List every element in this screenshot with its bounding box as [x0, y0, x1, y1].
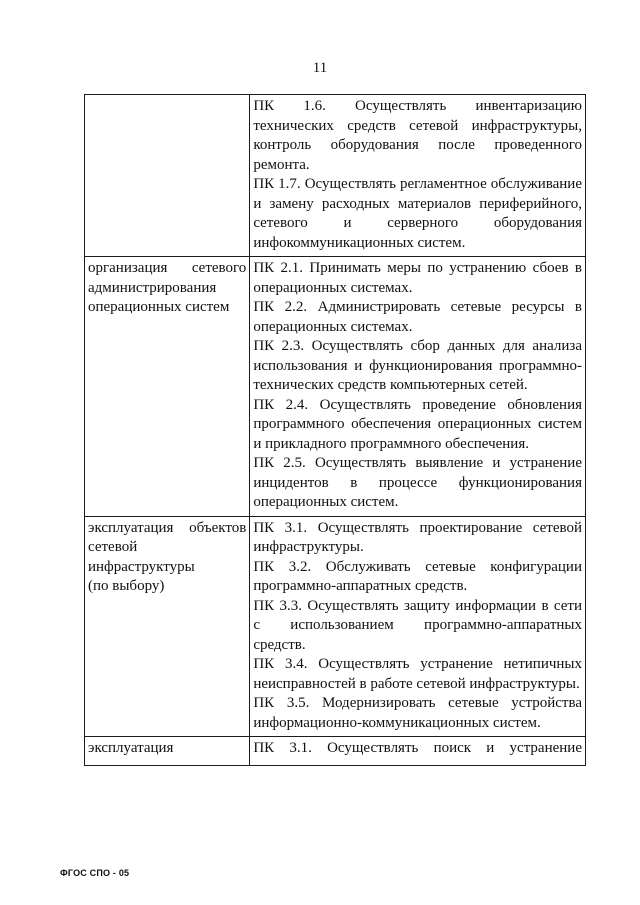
competencies-cell	[250, 95, 586, 257]
activity-cell	[85, 737, 250, 766]
competency-item: ПК 3.4. Осуществлять устранение нетипичных неисправностей в работе сетевой инфраструктуры.	[253, 656, 582, 692]
competency-item: ПК 3.1. Осуществлять проектирование сетевой инфраструктуры.	[253, 519, 582, 555]
competency-item: ПК 2.5. Осуществлять выявление и устранение инцидентов в процессе функционирования операционных систем.	[253, 455, 582, 510]
competency-table	[84, 94, 586, 766]
activity-name-line: эксплуатация объектов сетевой	[88, 519, 247, 555]
competencies-cell	[250, 257, 586, 517]
activity-name: организация сетевого администрирования операционных систем	[88, 260, 247, 315]
activity-name-line: (по выбору)	[88, 578, 165, 594]
activity-name: эксплуатация	[88, 740, 174, 756]
activity-cell	[85, 257, 250, 517]
page-number: 11	[312, 60, 328, 76]
competency-item: ПК 1.7. Осуществлять регламентное обслуживание и замену расходных материалов периферийного, сетевого и серверного оборудования инфокоммуникационных систем.	[253, 176, 582, 251]
table-row	[85, 95, 586, 257]
table-row	[85, 257, 586, 517]
competency-item: ПК 3.5. Модернизировать сетевые устройства информационно-коммуникационных систем.	[253, 695, 582, 731]
activity-name-line: инфраструктуры	[88, 558, 195, 575]
competency-item: ПК 2.2. Администрировать сетевые ресурсы в операционных системах.	[253, 299, 582, 335]
competency-item: ПК 3.1. Осуществлять поиск и устранение	[253, 740, 582, 756]
activity-cell	[85, 95, 250, 257]
table-row	[85, 516, 586, 737]
competency-item: ПК 1.6. Осуществлять инвентаризацию технических средств сетевой инфраструктуры, контроль оборудования после проведенного ремонта.	[253, 98, 582, 173]
activity-cell	[85, 516, 250, 737]
competencies-cell	[250, 737, 586, 766]
competency-item: ПК 2.1. Принимать меры по устранению сбоев в операционных системах.	[253, 260, 582, 296]
competency-item: ПК 2.4. Осуществлять проведение обновления программного обеспечения операционных систем и прикладного программного обеспечения.	[253, 396, 582, 452]
competencies-cell	[250, 516, 586, 737]
competency-item: ПК 3.2. Обслуживать сетевые конфигурации программно-аппаратных средств.	[253, 558, 582, 594]
competency-item: ПК 2.3. Осуществлять сбор данных для анализа использования и функционирования программно-технических средств компьютерных сетей.	[253, 338, 582, 393]
table-row	[85, 737, 586, 766]
competency-item: ПК 3.3. Осуществлять защиту информации в сети с использованием программно-аппаратных средств.	[253, 597, 582, 653]
document-footer: ФГОС СПО - 05	[60, 868, 130, 878]
